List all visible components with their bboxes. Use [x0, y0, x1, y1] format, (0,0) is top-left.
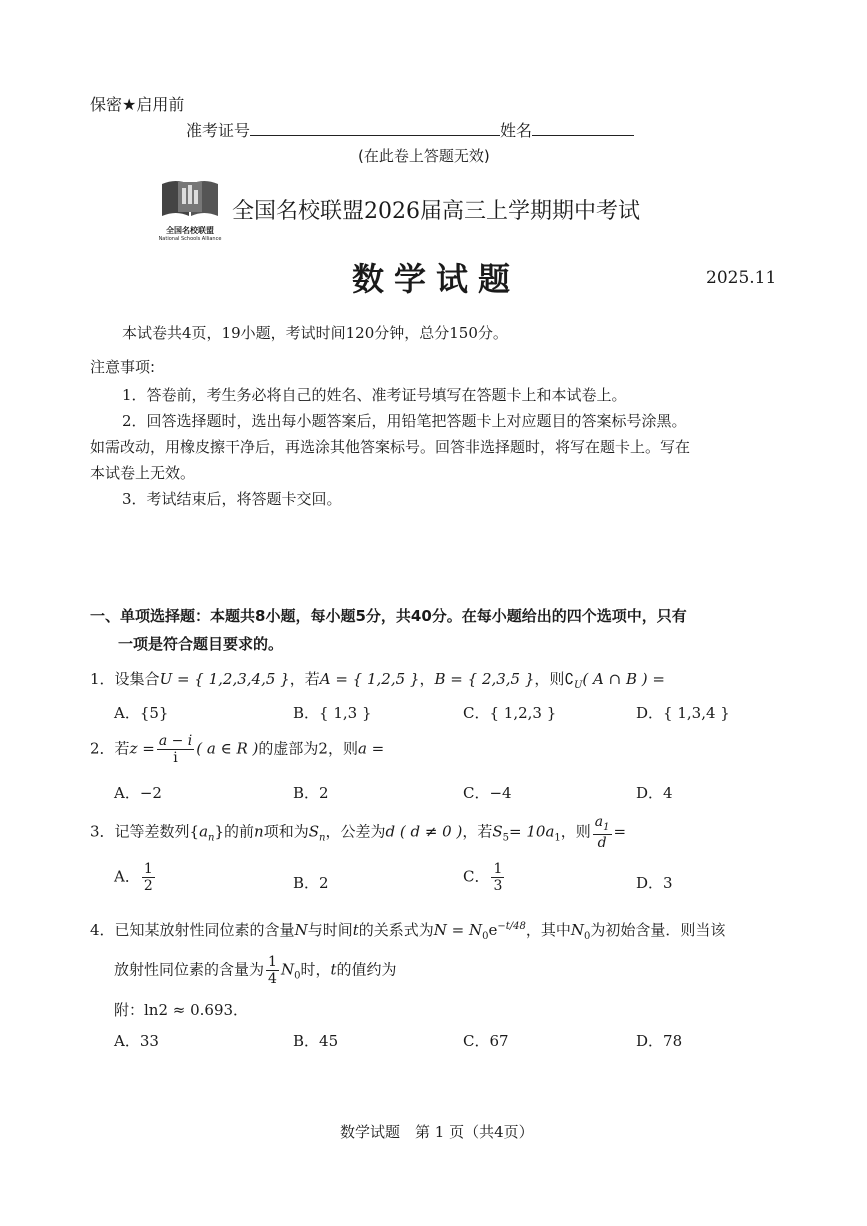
math-expr: S: [492, 822, 503, 841]
math-sub: U: [573, 680, 583, 691]
option-b[interactable]: [293, 872, 329, 893]
option-label: B．: [293, 704, 320, 722]
option-c[interactable]: [463, 1030, 509, 1051]
q-text: ，: [419, 670, 435, 688]
question-3: [90, 815, 626, 850]
note-item: 3．考试结束后，将答题卡交回。: [122, 490, 342, 508]
q-text: 的虚部为2，则: [258, 739, 358, 758]
name-label: 姓名: [500, 121, 533, 140]
math-expr: z =: [129, 739, 155, 758]
option-b[interactable]: [293, 782, 329, 803]
option-text: −4: [489, 784, 512, 802]
option-d[interactable]: [636, 782, 673, 803]
math-expr: t: [352, 921, 359, 939]
option-label: C．: [463, 784, 490, 802]
option-text: 4: [663, 784, 673, 802]
question-4-cont: [114, 955, 397, 986]
q-text: 设集合: [114, 670, 160, 688]
math-expr: B = { 2,3,5 }: [434, 670, 535, 688]
q-text: ，若: [462, 822, 493, 841]
option-label: A．: [114, 704, 140, 722]
math-sub: n: [319, 832, 326, 844]
question-number: 4．: [90, 921, 115, 939]
frac-num-var: a: [594, 814, 604, 830]
q-text: 与时间: [307, 921, 353, 939]
math-fraction: [593, 815, 612, 850]
q-text: }的前: [214, 822, 255, 841]
note-item: 本试卷上无效。: [90, 464, 196, 482]
option-text: 78: [663, 1032, 683, 1050]
math-expr: U = { 1,2,3,4,5 }: [159, 670, 290, 688]
option-b[interactable]: [293, 702, 372, 723]
q-text: ，公差为: [325, 822, 386, 841]
math-sub: n: [208, 832, 215, 844]
option-label: A．: [114, 867, 140, 886]
exam-date: 2025.11: [706, 268, 777, 288]
option-label: D．: [636, 784, 664, 802]
option-label: C．: [463, 1032, 490, 1050]
question-2: [90, 734, 384, 765]
q-text: 项和为: [263, 822, 309, 841]
math-expr: N: [570, 921, 585, 939]
q-text: ，则: [534, 670, 565, 688]
option-label: C．: [463, 867, 490, 886]
alliance-logo: [158, 176, 222, 242]
frac-den: 2: [143, 878, 153, 894]
option-text: 45: [319, 1032, 339, 1050]
math-expr: N: [294, 921, 308, 939]
frac-num: 1: [493, 861, 503, 877]
confidential-mark: 保密★启用前: [90, 95, 185, 114]
option-text: { 1,3,4 }: [663, 704, 730, 722]
option-text: 2: [319, 784, 329, 802]
q-text: ，则: [560, 822, 591, 841]
option-d[interactable]: [636, 872, 673, 893]
math-expr: ( a ∈ R ): [196, 739, 259, 758]
exam-id-blank: [250, 121, 500, 136]
math-expr: N = N: [433, 921, 483, 939]
q-text: 为初始含量．则当该: [590, 921, 726, 939]
question-number: 3．: [90, 822, 115, 841]
frac-den: i: [173, 750, 178, 766]
frac-den: d: [597, 834, 607, 851]
option-d[interactable]: [636, 702, 730, 723]
frac-num: a − i: [158, 733, 193, 749]
option-a[interactable]: [114, 702, 168, 723]
q-text: 时，: [300, 960, 331, 979]
math-expr: a =: [357, 739, 385, 758]
option-text: −2: [139, 784, 162, 802]
frac-den: 4: [268, 971, 277, 987]
option-label: A．: [114, 1032, 140, 1050]
math-expr: t: [330, 960, 337, 979]
q-text: ，其中: [525, 921, 571, 939]
appendix-note: 附：ln2 ≈ 0.693．: [114, 1001, 249, 1019]
q-text: 记等差数列{: [114, 822, 200, 841]
option-label: C．: [463, 704, 490, 722]
math-exponent: −t/48: [497, 921, 526, 932]
math-expr: A = { 1,2,5 }: [319, 670, 420, 688]
option-a[interactable]: [114, 1030, 159, 1051]
option-c[interactable]: [463, 702, 556, 723]
option-text: {5}: [139, 704, 169, 722]
option-label: B．: [293, 784, 320, 802]
math-sub: 0: [294, 970, 301, 982]
option-a[interactable]: [114, 862, 157, 893]
q-text: 若: [114, 739, 130, 758]
math-expr: ( A ∩ B ) =: [582, 670, 665, 688]
frac-num: 1: [143, 861, 153, 877]
exam-id-label: 准考证号: [186, 121, 251, 140]
q-text: 放射性同位素的含量为: [114, 960, 265, 979]
logo-cn: 全国名校联盟: [166, 226, 214, 235]
option-text: { 1,3 }: [319, 704, 372, 722]
question-number: 1．: [90, 670, 115, 688]
exam-id-row: [186, 118, 634, 141]
math-expr: e: [488, 921, 498, 939]
math-sub: 5: [502, 832, 510, 844]
logo-en: National Schools Alliance: [158, 236, 222, 242]
q-text: 的关系式为: [358, 921, 434, 939]
option-label: D．: [636, 874, 664, 892]
frac-num: [593, 815, 612, 835]
q-text: =: [613, 822, 627, 841]
page-footer: 数学试题 第 1 页（共4页）: [340, 1123, 534, 1141]
q-text: 已知某放射性同位素的含量: [114, 921, 295, 939]
note-item: 如需改动，用橡皮擦干净后，再选涂其他答案标号。回答非选择题时，将写在题卡上。写在: [90, 438, 691, 456]
math-expr: d ( d ≠ 0 ): [385, 822, 463, 841]
name-blank: [532, 121, 634, 136]
option-a[interactable]: [114, 782, 162, 803]
option-fraction: [491, 862, 504, 893]
math-sub: 1: [603, 821, 610, 833]
math-expr: = 10a: [509, 822, 555, 841]
question-4: [90, 919, 725, 942]
math-sub: 1: [554, 832, 561, 844]
option-text: 33: [139, 1032, 159, 1050]
option-d[interactable]: [636, 1030, 682, 1051]
option-text: 67: [489, 1032, 509, 1050]
math-sub: 0: [584, 931, 591, 942]
option-text: 3: [663, 874, 673, 892]
intro-text: 本试卷共4页，19小题，考试时间120分钟，总分150分。: [122, 324, 508, 342]
option-c[interactable]: [463, 862, 506, 893]
subject-title: 数学试题: [352, 260, 521, 298]
section-heading-cont: 一项是符合题目要求的。: [118, 635, 284, 653]
option-fraction: [142, 862, 155, 893]
option-text: 2: [319, 874, 329, 892]
section-heading: 一、单项选择题：本题共8小题，每小题5分，共40分。在每小题给出的四个选项中，只有: [90, 607, 687, 625]
option-label: B．: [293, 874, 320, 892]
frac-den: 3: [493, 878, 503, 894]
option-label: B．: [293, 1032, 320, 1050]
option-c[interactable]: [463, 782, 512, 803]
math-sub: 0: [482, 931, 489, 942]
exam-title: 全国名校联盟2026届高三上学期期中考试: [232, 199, 640, 224]
math-fraction: [157, 734, 194, 765]
math-expr: S: [308, 822, 320, 841]
note-item: 1．答卷前，考生务必将自己的姓名、准考证号填写在答题卡上和本试卷上。: [122, 386, 627, 404]
option-b[interactable]: [293, 1030, 338, 1051]
option-label: D．: [636, 704, 664, 722]
book-logo-icon: [158, 176, 222, 220]
math-expr: a: [199, 822, 209, 841]
note-item: 2．回答选择题时，选出每小题答案后，用铅笔把答题卡上对应题目的答案标号涂黑。: [122, 412, 687, 430]
notes-heading: 注意事项:: [90, 358, 156, 376]
q-text: ，若: [289, 670, 320, 688]
math-fraction: [266, 955, 279, 986]
invalid-note: (在此卷上答题无效): [358, 147, 490, 165]
question-number: 2．: [90, 739, 115, 758]
math-expr: N: [280, 960, 295, 979]
option-label: A．: [114, 784, 140, 802]
option-text: { 1,2,3 }: [489, 704, 557, 722]
q-text: 的值约为: [336, 960, 397, 979]
question-1: [90, 668, 665, 691]
math-expr: n: [254, 822, 264, 841]
option-label: D．: [636, 1032, 664, 1050]
math-expr: ∁: [564, 670, 574, 688]
frac-num: 1: [268, 954, 277, 970]
